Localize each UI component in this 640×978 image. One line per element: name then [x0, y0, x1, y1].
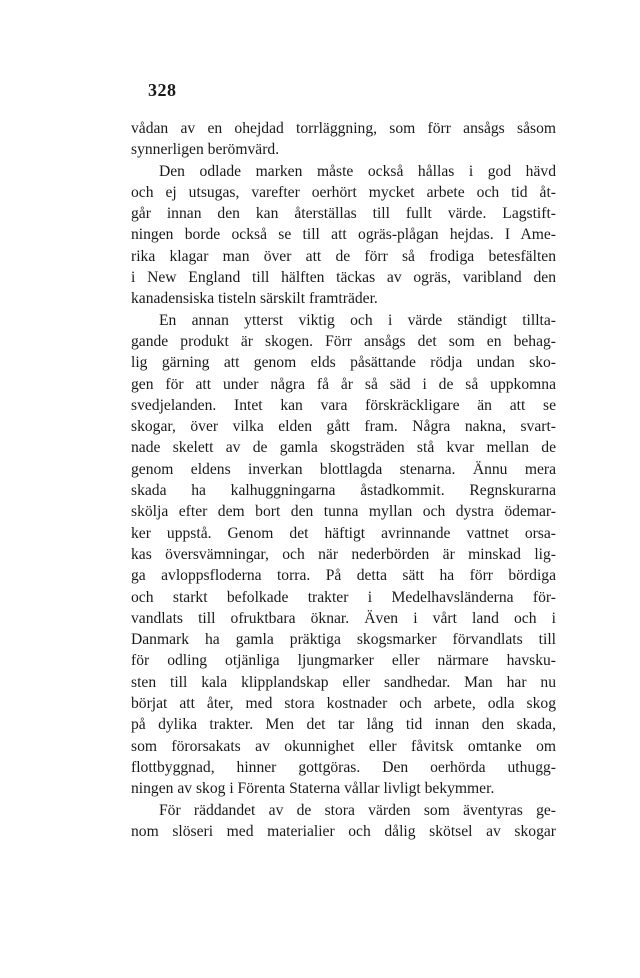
- text-line: ningen borde också se till att ogräs-plågan hejdas. I Ame-: [131, 226, 556, 244]
- text-line: genom eldens inverkan blottlagda stenarna. Ännu mera: [131, 460, 556, 478]
- body-text: [131, 118, 556, 842]
- text-line: i New England till hälften täckas av ogräs, varibland den: [131, 269, 556, 287]
- text-line: kanadensiska tisteln särskilt framträder.: [131, 290, 378, 308]
- text-line: ningen av skog i Förenta Staterna vållar livligt bekymmer.: [131, 780, 495, 798]
- text-line: går innan den kan återställas till fullt värde. Lagstift-: [131, 205, 556, 223]
- text-line: nade skelett av de gamla skogsträden stå kvar mellan de: [131, 439, 556, 457]
- text-line: och ej utsugas, varefter oerhört mycket arbete och tid åt-: [131, 183, 556, 201]
- text-line: Den odlade marken måste också hållas i god hävd: [159, 162, 556, 180]
- text-line: nom slöseri med materialier och dålig skötsel av skogar: [131, 822, 556, 840]
- text-line: börjat att åter, med stora kostnader och arbete, odla skog: [131, 695, 556, 713]
- text-line: lig gärning att genom elds påsättande rödja undan sko-: [131, 354, 556, 372]
- text-line: För räddandet av de stora värden som äventyras ge-: [159, 801, 556, 819]
- text-line: Danmark ha gamla präktiga skogsmarker förvandlats till: [131, 631, 556, 649]
- text-line: synnerligen berömvärd.: [131, 141, 280, 159]
- text-line: skada ha kalhuggningarna åstadkommit. Regnskurarna: [131, 482, 556, 500]
- text-line: svedjelanden. Intet kan vara förskräckligare än att se: [131, 396, 556, 414]
- text-line: och starkt befolkade trakter i Medelhavsländerna för-: [131, 588, 556, 606]
- text-line: skogar, över vilka elden gått fram. Några nakna, svart-: [131, 418, 556, 436]
- text-line: som förorsakats av okunnighet eller fåvitsk omtanke om: [131, 737, 556, 755]
- text-line: vandlats till ofruktbara öknar. Även i vårt land och i: [131, 609, 556, 627]
- page-number: 328: [148, 80, 177, 100]
- text-line: skölja efter dem bort den tunna myllan och dystra ödemar-: [131, 503, 556, 521]
- text-line: gande produkt är skogen. Förr ansågs det som en behag-: [131, 332, 556, 350]
- text-line: flottbyggnad, hinner gottgöras. Den oerhörda uthugg-: [131, 758, 556, 776]
- text-line: kas översvämningar, och när nederbörden är minskad lig-: [131, 545, 556, 563]
- text-line: vådan av en ohejdad torrläggning, som förr ansågs såsom: [131, 120, 556, 137]
- text-line: för odling otjänliga ljungmarker eller närmare havsku-: [131, 652, 556, 670]
- text-line: En annan ytterst viktig och i värde ständigt tillta-: [159, 311, 556, 329]
- text-line: gen för att under några få år så säd i de så uppkomna: [131, 375, 556, 393]
- text-line: rika klagar man över att de förr så frodiga betesfälten: [131, 247, 556, 265]
- text-line: ker uppstå. Genom det häftigt avrinnande vattnet orsa-: [131, 524, 556, 542]
- text-line: ga avloppsfloderna torra. På detta sätt ha förr bördiga: [131, 567, 556, 585]
- text-line: på dylika trakter. Men det tar lång tid innan den skada,: [131, 716, 556, 734]
- text-line: sten till kala klipplandskap eller sandhedar. Man har nu: [131, 673, 556, 691]
